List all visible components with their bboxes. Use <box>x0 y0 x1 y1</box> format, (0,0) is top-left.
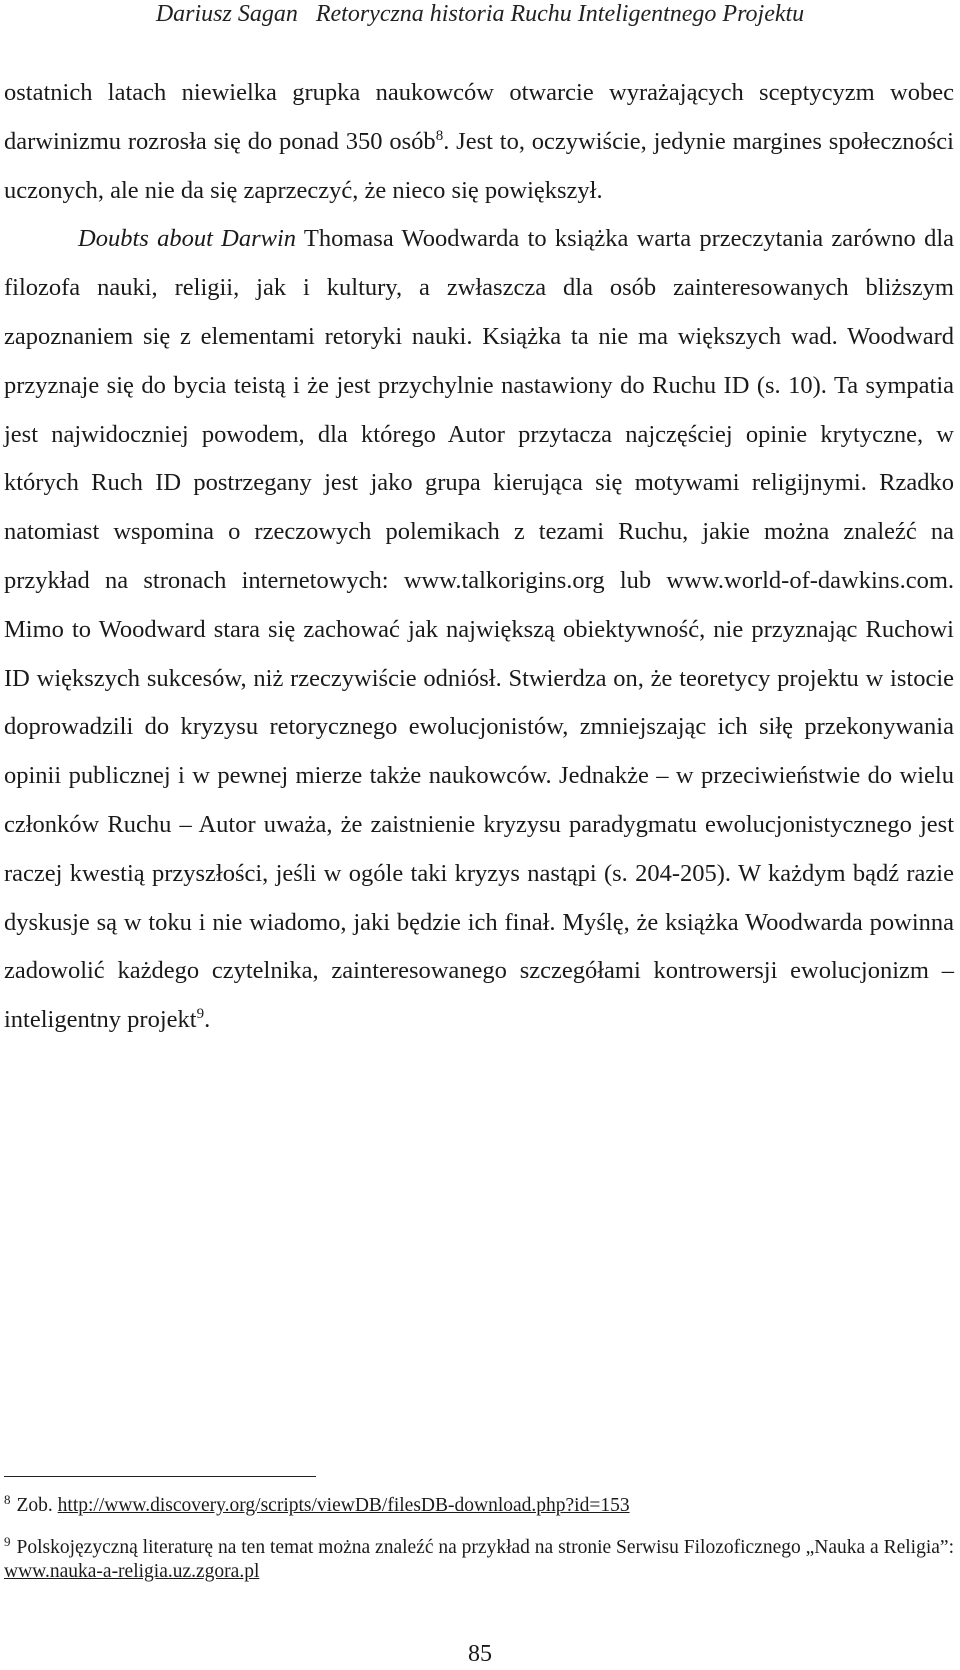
book-title: Doubts about Darwin <box>78 225 297 253</box>
main-text <box>4 69 954 1045</box>
footnote-9 <box>4 1533 954 1584</box>
footnote-text: Polskojęzyczną literaturę na ten temat można znaleźć na przykład na stronie Serwisu Filozoficznego „Nauka a Religia”: <box>16 1537 954 1558</box>
footnote-number: 9 <box>4 1533 11 1549</box>
paragraph-1 <box>4 69 954 215</box>
footnote-separator <box>4 1476 316 1477</box>
paragraph-2-end: . <box>204 1006 211 1034</box>
footnote-ref-8[interactable]: 8 <box>435 127 444 144</box>
paragraph-1-rest: . Jest to, oczywiście, jedynie margines społeczności uczonych, ale nie da się zaprzeczyć, że nieco się powiększył. <box>4 127 954 204</box>
header-author: Dariusz Sagan <box>155 1 298 27</box>
footnote-link[interactable]: www.nauka-a-religia.uz.zgora.pl <box>4 1561 260 1582</box>
footnote-8 <box>4 1491 954 1518</box>
footnote-text: Zob. <box>16 1495 58 1516</box>
footnotes <box>4 1491 954 1602</box>
page-number: 85 <box>468 1641 492 1667</box>
paragraph-1-text: ostatnich latach niewielka grupka naukowców otwarcie wyrażających sceptycyzm wobec darwinizmu rozrosła się do ponad 350 osób <box>4 79 954 155</box>
footnote-ref-9[interactable]: 9 <box>196 1005 205 1022</box>
paragraph-2 <box>4 215 954 1045</box>
header-title: Retoryczna historia Ruchu Inteligentnego Projektu <box>315 1 805 27</box>
running-header <box>0 0 960 28</box>
footnote-link[interactable]: http://www.discovery.org/scripts/viewDB/filesDB-download.php?id=153 <box>57 1495 630 1516</box>
footnote-number: 8 <box>4 1491 11 1507</box>
paragraph-2-text: Thomasa Woodwarda to książka warta przeczytania zarówno dla filozofa nauki, religii, jak i kultury, a zwłaszcza dla osób zainteresowanych bliższym zapoznaniem się z elementami retoryki nauki. Książka ta nie ma większych wad. Woodward przyznaje się do bycia teistą i że jest przychylnie nastawiony do Ruchu ID (s. 10). Ta sympatia jest najwidoczniej powodem, dla którego Autor przytacza najczęściej opinie krytyczne, w których Ruch ID postrzegany jest jako grupa kierująca się motywami religijnymi. Rzadko natomiast wspomina o rzeczowych polemikach z tezami Ruchu, jakie można znaleźć na przykład na stronach internetowych: www.talkorigins.org lub www.world-of-dawkins.com. Mimo to Woodward stara się zachować jak największą obiektywność, nie przyznając Ruchowi ID większych sukcesów, niż rzeczywiście odniósł. Stwierdza on, że teoretycy projektu w istocie doprowadzili do kryzysu retorycznego ewolucjonistów, zmniejszając ich siłę przekonywania opinii publicznej i w pewnej mierze także naukowców. Jednakże – w przeciwieństwie do wielu członków Ruchu – Autor uważa, że zaistnienie kryzysu paradygmatu ewolucjonistycznego jest raczej kwestią przyszłości, jeśli w ogóle taki kryzys nastąpi (s. 204-205). W każdym bądź razie dyskusje są w toku i nie wiadomo, jaki będzie ich finał. Myślę, że książka Woodwarda powinna zadowolić każdego czytelnika, zainteresowanego szczegółami kontrowersji ewolucjonizm – inteligentny projekt <box>4 225 954 1034</box>
